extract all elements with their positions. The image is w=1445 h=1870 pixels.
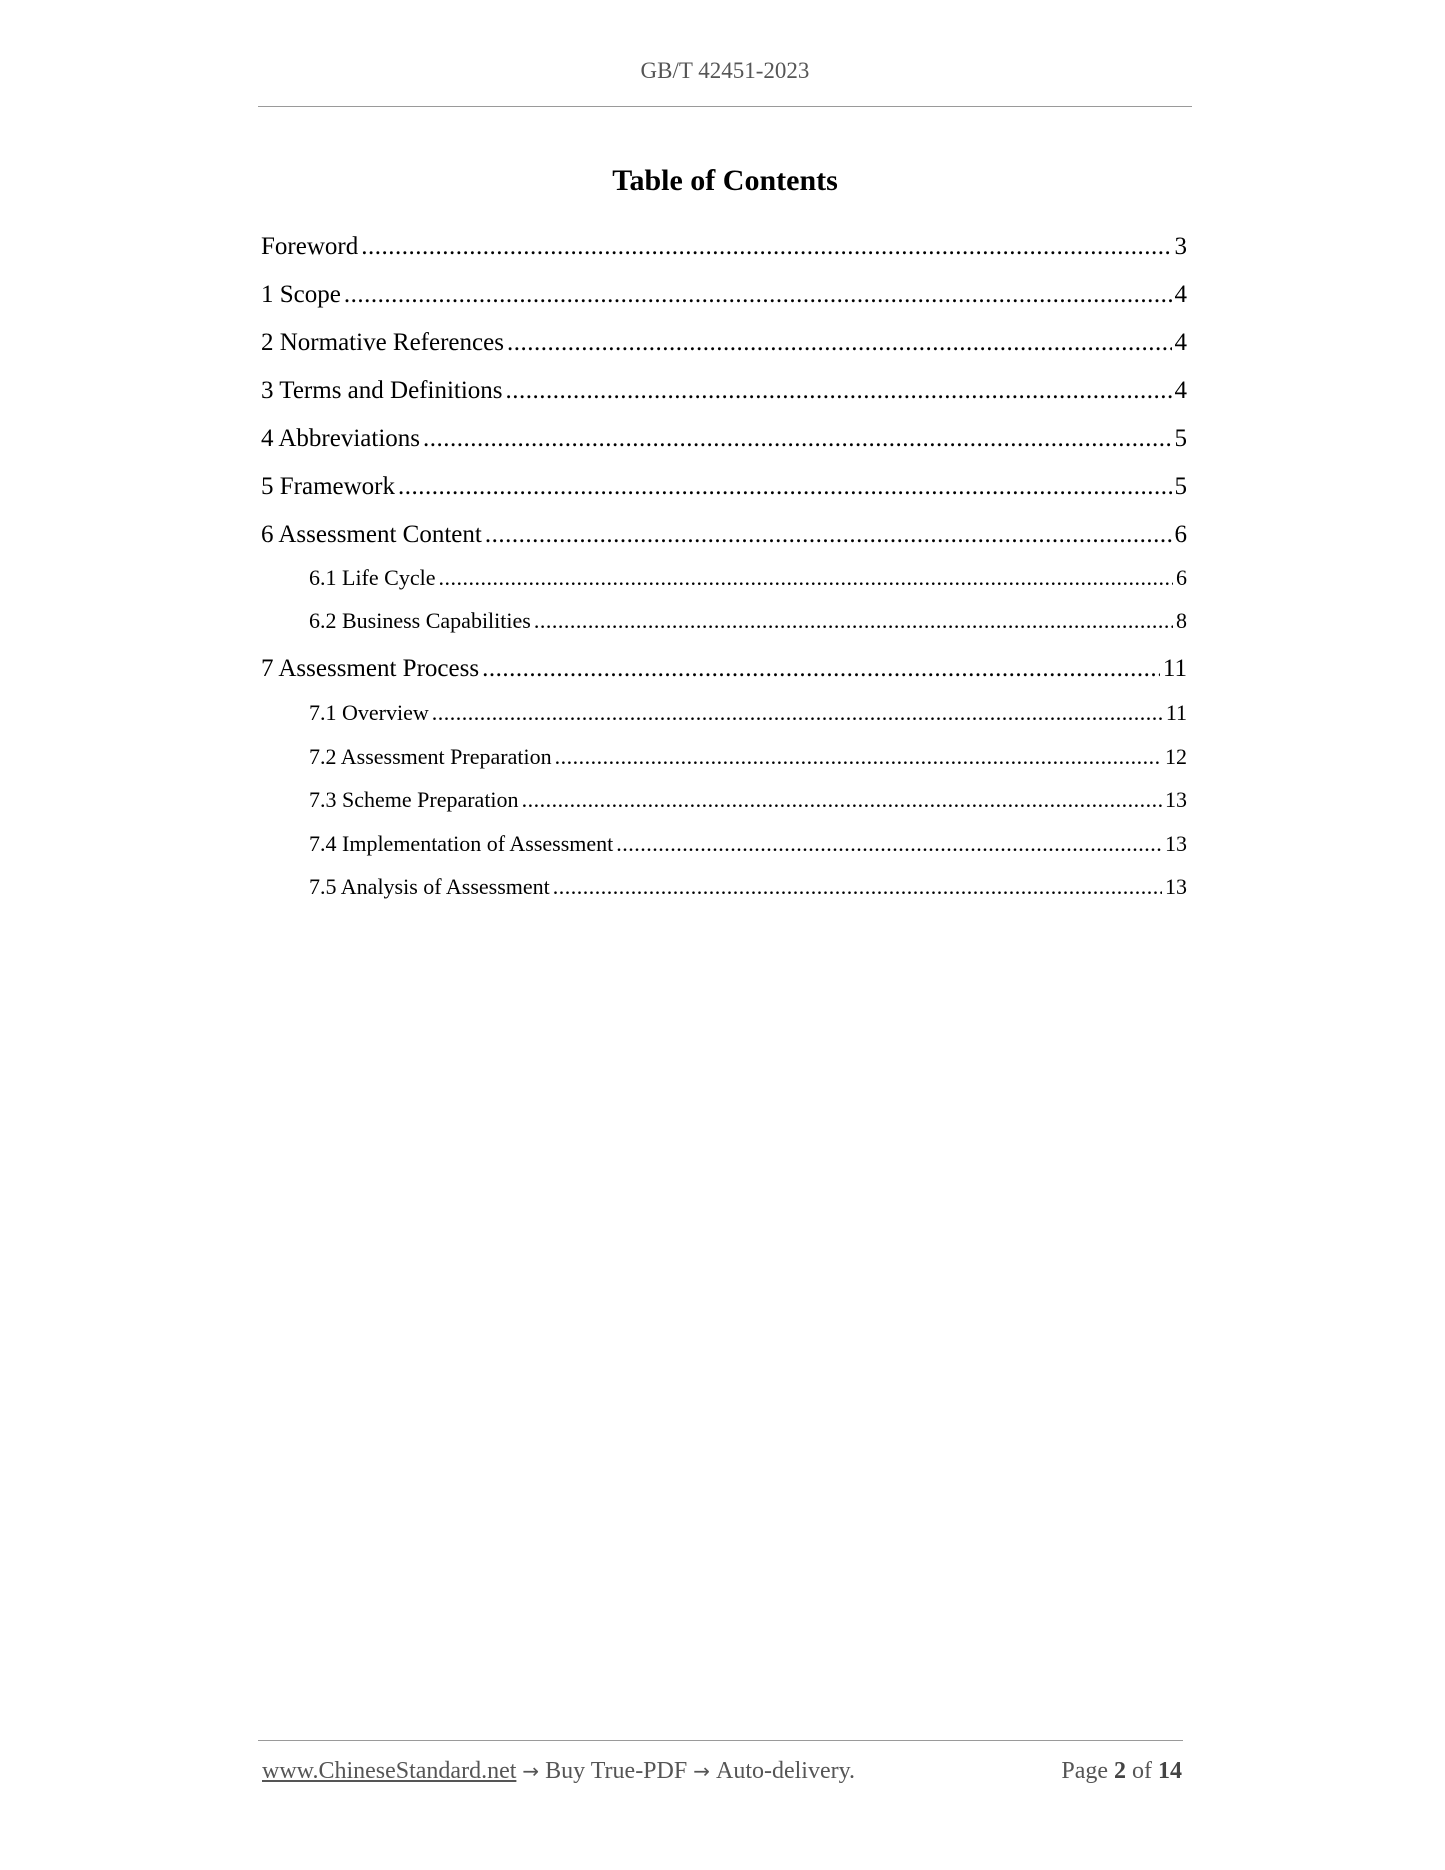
dot-leader	[534, 608, 1173, 634]
toc-entry-page: 3	[1174, 233, 1187, 260]
toc-entry-page: 4	[1174, 329, 1187, 356]
toc-entry-label: 6.2 Business Capabilities	[309, 608, 531, 633]
toc-entry-scope[interactable]	[261, 281, 1187, 315]
toc-entry-label: 6 Assessment Content	[261, 521, 482, 548]
toc-entry-terms-and-definitions[interactable]	[261, 377, 1187, 411]
footer-promo	[262, 1758, 855, 1785]
toc-entry-page: 13	[1165, 874, 1187, 899]
right-arrow-icon: →	[693, 1759, 710, 1783]
dot-leader	[344, 281, 1172, 309]
site-link[interactable]: www.ChineseStandard.net	[262, 1758, 517, 1784]
toc-entry-assessment-process[interactable]	[261, 655, 1187, 689]
toc-entry-page: 11	[1165, 700, 1187, 725]
toc-entry-page: 12	[1165, 744, 1187, 769]
toc-entry-implementation-of-assessment[interactable]	[309, 831, 1187, 861]
delivery-step-text: Auto-delivery.	[715, 1758, 856, 1784]
page-current: 2	[1114, 1758, 1126, 1784]
page-footer	[262, 1758, 1182, 1785]
toc-entry-business-capabilities[interactable]	[309, 608, 1187, 638]
dot-leader	[522, 787, 1162, 813]
toc-entry-abbreviations[interactable]	[261, 425, 1187, 459]
toc-entry-page: 13	[1165, 831, 1187, 856]
dot-leader	[506, 377, 1172, 405]
dot-leader	[485, 521, 1172, 549]
toc-entry-label: 7.3 Scheme Preparation	[309, 787, 519, 812]
page-of: of	[1132, 1758, 1152, 1784]
right-arrow-icon: →	[522, 1759, 540, 1783]
page-total: 14	[1158, 1758, 1182, 1784]
toc-entry-framework[interactable]	[261, 473, 1187, 507]
toc-entry-label: 1 Scope	[261, 281, 341, 308]
buy-step-text: Buy True-PDF	[545, 1758, 688, 1784]
toc-entry-page: 6	[1176, 565, 1187, 590]
toc-entry-page: 8	[1176, 608, 1187, 633]
dot-leader	[482, 655, 1160, 683]
toc-entry-life-cycle[interactable]	[309, 565, 1187, 595]
running-header: GB/T 42451-2023	[640, 58, 810, 83]
page-title: Table of Contents	[612, 164, 838, 197]
toc-entry-page: 13	[1165, 787, 1187, 812]
dot-leader	[507, 329, 1172, 357]
dot-leader	[555, 744, 1162, 770]
dot-leader	[616, 831, 1162, 857]
toc-entry-label: 4 Abbreviations	[261, 425, 421, 452]
toc-entry-normative-references[interactable]	[261, 329, 1187, 363]
toc-entry-assessment-preparation[interactable]	[309, 744, 1187, 774]
dot-leader	[432, 700, 1163, 726]
toc-entry-label: 5 Framework	[261, 473, 395, 500]
toc-entry-label: 3 Terms and Definitions	[261, 377, 503, 404]
toc-entry-foreword[interactable]	[261, 233, 1187, 267]
toc-entry-label: 7 Assessment Process	[261, 655, 480, 682]
toc-entry-label: 6.1 Life Cycle	[309, 565, 436, 590]
toc-entry-analysis-of-assessment[interactable]	[309, 874, 1187, 904]
toc-entry-page: 4	[1174, 377, 1187, 404]
toc-entry-page: 4	[1174, 281, 1187, 308]
dot-leader	[398, 473, 1172, 501]
toc-entry-label: 7.2 Assessment Preparation	[309, 744, 552, 769]
dot-leader	[361, 233, 1171, 261]
toc-entry-label: 7.4 Implementation of Assessment	[309, 831, 614, 856]
toc-entry-scheme-preparation[interactable]	[309, 787, 1187, 817]
toc-entry-page: 11	[1162, 655, 1187, 682]
dot-leader	[438, 565, 1173, 591]
toc-entry-page: 5	[1174, 425, 1187, 452]
header-divider	[258, 106, 1192, 107]
toc-entry-label: 2 Normative References	[261, 329, 504, 356]
toc-entry-assessment-content[interactable]	[261, 521, 1187, 555]
footer-divider	[258, 1740, 1183, 1741]
toc-entry-label: Foreword	[261, 233, 359, 260]
toc-entry-label: 7.1 Overview	[309, 700, 429, 725]
dot-leader	[423, 425, 1171, 453]
page-word: Page	[1061, 1758, 1108, 1784]
toc-entry-page: 5	[1174, 473, 1187, 500]
toc-entry-overview[interactable]	[309, 700, 1187, 730]
toc-entry-page: 6	[1174, 521, 1187, 548]
page-number	[1061, 1758, 1182, 1785]
toc-entry-label: 7.5 Analysis of Assessment	[309, 874, 550, 899]
dot-leader	[553, 874, 1162, 900]
